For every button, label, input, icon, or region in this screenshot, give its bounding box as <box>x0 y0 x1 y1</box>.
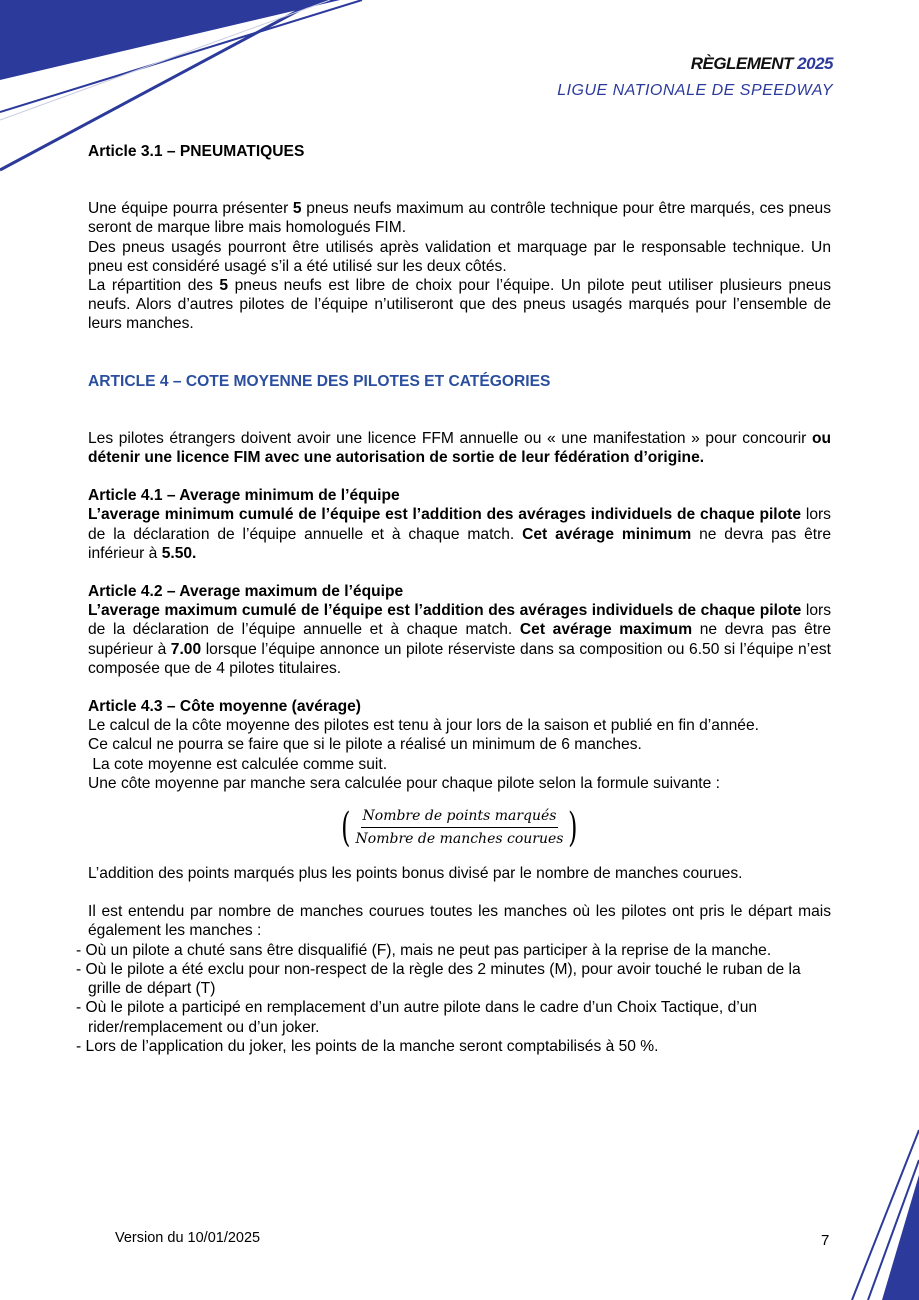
article-3-1-paragraph-3: La répartition des 5 pneus neufs est libre de choix pour l’équipe. Un pilote peut utiliser plusieurs pneus neufs. Alors d’autres pilotes de l’équipe n’utiliseront que des pneus usagés marqués pour l’ensemble de leurs manches. <box>88 277 831 333</box>
header-title-year: 2025 <box>797 54 833 73</box>
article-3-1-paragraph-2: Des pneus usagés pourront être utilisés après validation et marquage par le responsable technique. Un pneu est considéré usagé s’il a été utilisé sur les deux côtés. <box>88 238 831 275</box>
heats-list <box>76 941 819 1056</box>
list-item: - Lors de l’application du joker, les points de la manche seront comptabilisés à 50 %. <box>76 1037 659 1055</box>
article-3-1-title: Article 3.1 – PNEUMATIQUES <box>88 143 305 160</box>
list-item: - Où un pilote a chuté sans être disqualifié (F), mais ne peut pas participer à la reprise de la manche. <box>76 941 772 959</box>
list-item: - Où le pilote a participé en remplacement d’un autre pilote dans le cadre d’un Choix Tactique, d’un rider/remplacement ou d’un joker. <box>76 999 758 1036</box>
footer-version: Version du 10/01/2025 <box>115 1230 261 1246</box>
article-4-3-line-3: La cote moyenne est calculée comme suit. <box>88 755 388 773</box>
formula-denominator: Nombre de manches courues <box>355 831 564 848</box>
article-4-3-title: Article 4.3 – Côte moyenne (avérage) <box>88 698 361 716</box>
header-title <box>557 54 833 73</box>
header-title-word: RÈGLEMENT <box>690 54 793 73</box>
page-number: 7 <box>821 1232 830 1249</box>
article-4-3-after-formula: L’addition des points marqués plus les points bonus divisé par le nombre de manches courues. <box>88 865 743 883</box>
list-item: - Où le pilote a été exclu pour non-respect de la règle des 2 minutes (M), pour avoir touché le ruban de la grille de départ (T) <box>76 960 801 998</box>
header-subtitle: LIGUE NATIONALE DE SPEEDWAY <box>557 82 833 100</box>
article-4-3-intro: Il est entendu par nombre de manches courues toutes les manches où les pilotes ont pris le départ mais également les manches : <box>88 903 831 940</box>
formula-numerator: Nombre de points marqués <box>361 807 559 828</box>
article-4-3-line-4: Une côte moyenne par manche sera calculée pour chaque pilote selon la formule suivante : <box>88 774 720 792</box>
article-4-3-line-1: Le calcul de la côte moyenne des pilotes est tenu à jour lors de la saison et publié en fin d’année. <box>88 717 759 735</box>
article-4-3-line-2: Ce calcul ne pourra se faire que si le pilote a réalisé un minimum de 6 manches. <box>88 736 642 754</box>
average-formula: ( $\frac{\text{Nombre de points marqués}}{\text{Nombre de manches courues}}$ ) <box>341 804 578 851</box>
article-4-1-title: Article 4.1 – Average minimum de l’équipe <box>88 487 400 505</box>
article-4-paragraph: Les pilotes étrangers doivent avoir une licence FFM annuelle ou « une manifestation » pour concourir ou détenir une licence FIM avec une autorisation de sortie de leur fédération d’origine. <box>88 429 831 467</box>
article-4-1-paragraph: L’average minimum cumulé de l’équipe est l’addition des avérages individuels de chaque pilote lors de la déclaration de l’équipe annuelle et à chaque match. Cet avérage minimum ne devra pas être inférieur à 5.50. <box>88 506 832 562</box>
document-header <box>557 54 833 100</box>
document-body <box>76 142 832 1056</box>
article-4-2-paragraph: L’average maximum cumulé de l’équipe est l’addition des avérages individuels de chaque pilote lors de la déclaration de l’équipe annuelle et à chaque match. Cet avérage maximum ne devra pas être supérieur à 7.00 lorsque l’équipe annonce un pilote réserviste dans sa composition ou 6.50 si l’équipe n’est composée que de 4 pilotes titulaires. <box>88 602 831 677</box>
article-4-2-title: Article 4.2 – Average maximum de l’équipe <box>88 583 404 601</box>
article-4-title: ARTICLE 4 – COTE MOYENNE DES PILOTES ET CATÉGORIES <box>88 372 551 390</box>
article-3-1-paragraph-1: Une équipe pourra présenter 5 pneus neufs maximum au contrôle technique pour être marqués, ces pneus seront de marque libre mais homologués FIM. <box>88 200 831 237</box>
